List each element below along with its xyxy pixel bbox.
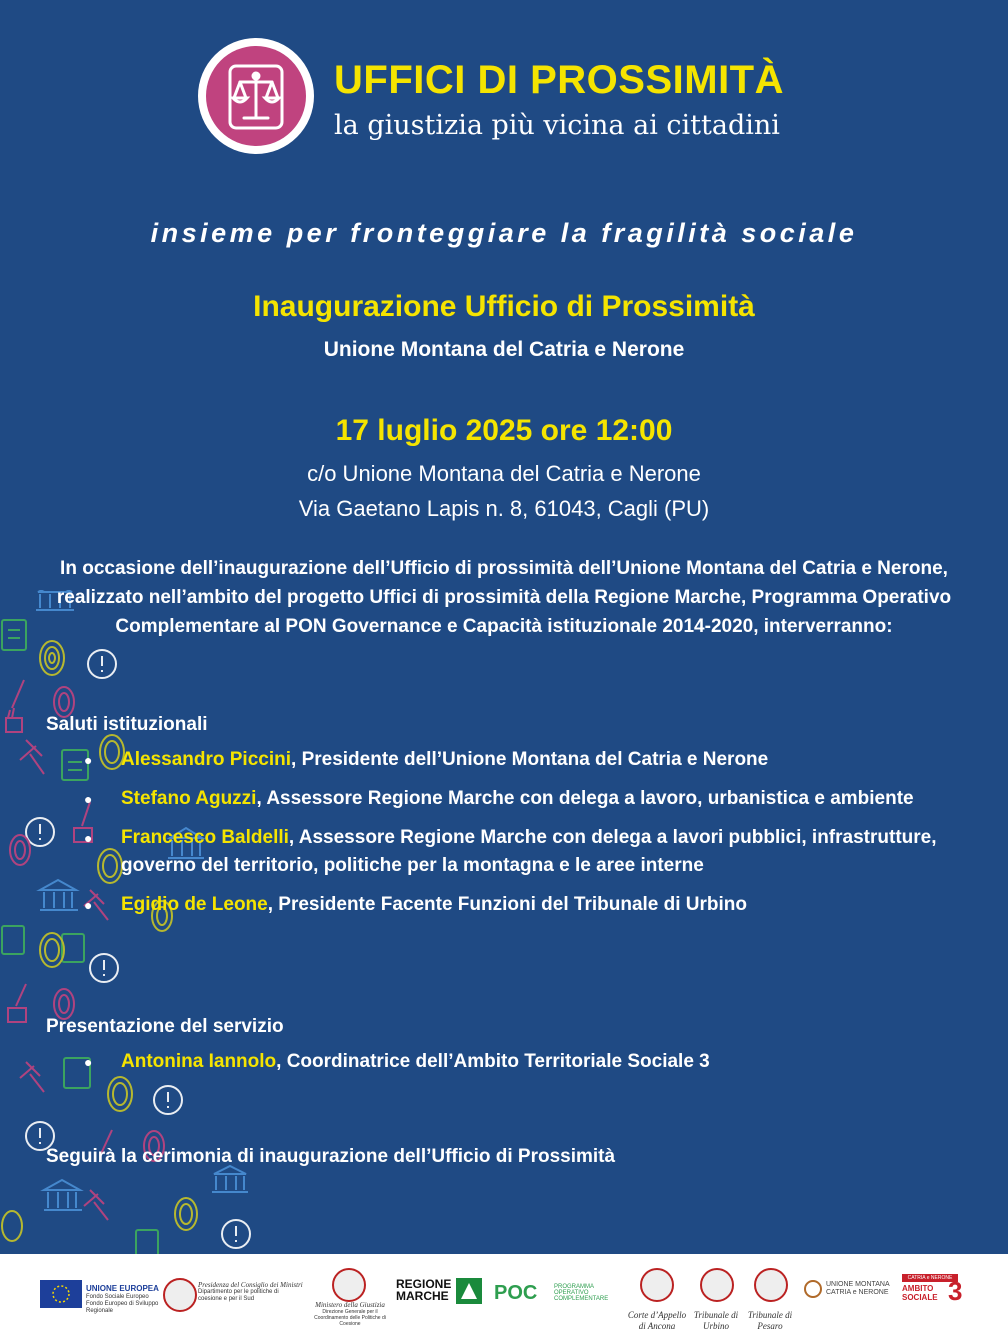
- presidenza-dept-label: Dipartimento per le politiche di coesione e per il Sud: [198, 1289, 279, 1302]
- corte-label: di Ancona: [638, 1321, 676, 1331]
- poc-line: COMPLEMENTARE: [554, 1296, 609, 1302]
- footer-logo-bar: [0, 1254, 1008, 1344]
- closing-note: Seguirà la cerimonia di inaugurazione dell’Ufficio di Prossimità: [46, 1146, 616, 1167]
- unione-label: [826, 1281, 898, 1297]
- unione-line: UNIONE MONTANA: [826, 1281, 890, 1288]
- brand-title: UFFICI DI PROSSIMITÀ: [334, 58, 784, 102]
- presentazione-speaker-list: [80, 1048, 940, 1087]
- alert-bubble-icon: [90, 954, 118, 982]
- tribunale-pesaro-logo: [740, 1310, 800, 1332]
- unione-line: CATRIA e NERONE: [826, 1289, 889, 1296]
- courthouse-icon: [40, 880, 78, 910]
- fingerprint-icon: [54, 989, 74, 1019]
- pen-icon: [6, 708, 22, 732]
- poc-program-label: [554, 1284, 614, 1302]
- gavel-icon: [20, 1062, 44, 1092]
- eu-label: UNIONE EUROPEA: [86, 1284, 159, 1293]
- tribunale-urbino-logo: [686, 1310, 746, 1332]
- brand-header: [198, 38, 838, 158]
- event-venue: c/o Unione Montana del Catria e Nerone: [307, 461, 701, 486]
- tribunale-label: Pesaro: [757, 1321, 783, 1331]
- alert-bubble-icon: [88, 650, 116, 678]
- saluti-speaker-list: [80, 746, 940, 930]
- pen-icon: [8, 984, 26, 1022]
- document-icon: [136, 1230, 158, 1256]
- alert-bubble-icon: [222, 1220, 250, 1248]
- regione-marche-logo: [396, 1278, 451, 1302]
- speaker-role: , Coordinatrice dell’Ambito Territoriale Sociale 3: [276, 1051, 710, 1072]
- document-icon: [2, 620, 26, 650]
- speaker-role: , Presidente Facente Funzioni del Tribunale di Urbino: [267, 894, 748, 915]
- alert-bubble-icon: [26, 818, 54, 846]
- italian-emblem-icon: [163, 1278, 197, 1312]
- speaker-name: Francesco Baldelli: [121, 827, 289, 848]
- fingerprint-icon: [40, 933, 64, 967]
- fingerprint-icon: [10, 835, 30, 865]
- speaker-name: Stefano Aguzzi: [121, 788, 257, 809]
- corte-label: Corte d’Appello: [627, 1310, 687, 1320]
- speaker-name: Alessandro Piccini: [121, 749, 292, 770]
- list-item: [80, 1048, 940, 1076]
- list-item: [80, 785, 940, 813]
- italian-emblem-icon: [754, 1268, 788, 1302]
- corte-appello-logo: [622, 1310, 692, 1332]
- poc-label: POC: [494, 1282, 538, 1304]
- presidenza-logo: [198, 1282, 304, 1303]
- event-subtitle: Unione Montana del Catria e Nerone: [323, 338, 685, 361]
- gavel-icon: [20, 740, 44, 774]
- ambito-label: AMBITO SOCIALE: [902, 1284, 938, 1302]
- italian-emblem-icon: [332, 1268, 366, 1302]
- document-icon: [62, 934, 84, 962]
- ambito-number: 3: [948, 1276, 963, 1306]
- fingerprint-icon: [54, 687, 74, 717]
- tribunale-label: Tribunale di: [693, 1310, 739, 1320]
- alert-bubble-icon: [154, 1086, 182, 1114]
- courthouse-icon: [212, 1166, 248, 1192]
- tribunale-label: Urbino: [702, 1321, 729, 1331]
- gavel-icon: [84, 1190, 108, 1220]
- section-heading-saluti: Saluti istituzionali: [46, 714, 208, 735]
- event-date: 17 luglio 2025 ore 12:00: [335, 414, 673, 447]
- courthouse-icon: [44, 1180, 82, 1210]
- ambito-top-label: CATRIA e NERONE: [902, 1274, 958, 1282]
- ministero-logo: [306, 1302, 394, 1327]
- regione-label: REGIONE: [396, 1277, 452, 1291]
- fingerprint-icon: [2, 1211, 22, 1241]
- ministero-sub-label: Direzione Generale per il Coordinamento delle Politiche di Coesione: [314, 1309, 386, 1327]
- event-address: Via Gaetano Lapis n. 8, 61043, Cagli (PU): [298, 496, 710, 521]
- list-item: [80, 824, 940, 880]
- tribunale-label: Tribunale di: [747, 1310, 793, 1320]
- poc-line: OPERATIVO: [554, 1290, 589, 1296]
- poc-line: PROGRAMMA: [554, 1284, 595, 1290]
- brand-logo: [198, 38, 314, 154]
- tagline: insieme per fronteggiare la fragilità sociale: [150, 218, 858, 248]
- fingerprint-icon: [40, 641, 64, 675]
- eu-fund-label: Fondo Sociale Europeo: [86, 1294, 149, 1300]
- regione-marche-icon: [456, 1278, 482, 1304]
- eu-fund-label: Fondo Europeo di Sviluppo Regionale: [86, 1301, 159, 1314]
- ministero-label: Ministero della Giustizia: [315, 1301, 385, 1309]
- list-item: [80, 746, 940, 774]
- eu-flag-icon: [40, 1280, 82, 1308]
- brand-subtitle: la giustizia più vicina ai cittadini: [334, 110, 780, 141]
- unione-montana-icon: [804, 1280, 822, 1298]
- event-title: Inaugurazione Ufficio di Prossimità: [253, 290, 755, 323]
- regione-label: MARCHE: [396, 1289, 449, 1303]
- pen-icon: [8, 680, 24, 718]
- fingerprint-icon: [175, 1198, 197, 1230]
- speaker-name: Egidio de Leone: [121, 894, 268, 915]
- section-heading-presentazione: Presentazione del servizio: [46, 1016, 284, 1037]
- intro-paragraph: In occasione dell’inaugurazione dell’Ufficio di prossimità dell’Unione Montana del Catria e Nerone, realizzato nell’ambito del progetto Uffici di prossimità della Regione Marche, Programma Operativo Complementare al PON Governance e Capacità istituzionale 2014-2020, interverranno:: [56, 558, 952, 637]
- list-item: [80, 891, 940, 919]
- speaker-role: , Assessore Regione Marche con delega a lavori pubblici, infrastrutture, governo del territorio, politiche per la montagna e le aree interne: [121, 827, 937, 876]
- italian-emblem-icon: [700, 1268, 734, 1302]
- poc-logo: [494, 1282, 609, 1304]
- speaker-name: Antonina Iannolo: [121, 1051, 277, 1072]
- ambito-sociale-logo: [902, 1274, 964, 1312]
- italian-emblem-icon: [640, 1268, 674, 1302]
- scales-of-justice-icon: [206, 46, 306, 146]
- speaker-role: , Assessore Regione Marche con delega a lavoro, urbanistica e ambiente: [256, 788, 914, 809]
- speaker-role: , Presidente dell’Unione Montana del Catria e Nerone: [291, 749, 769, 770]
- presidenza-label: Presidenza del Consiglio dei Ministri: [198, 1281, 303, 1289]
- document-icon: [2, 926, 24, 954]
